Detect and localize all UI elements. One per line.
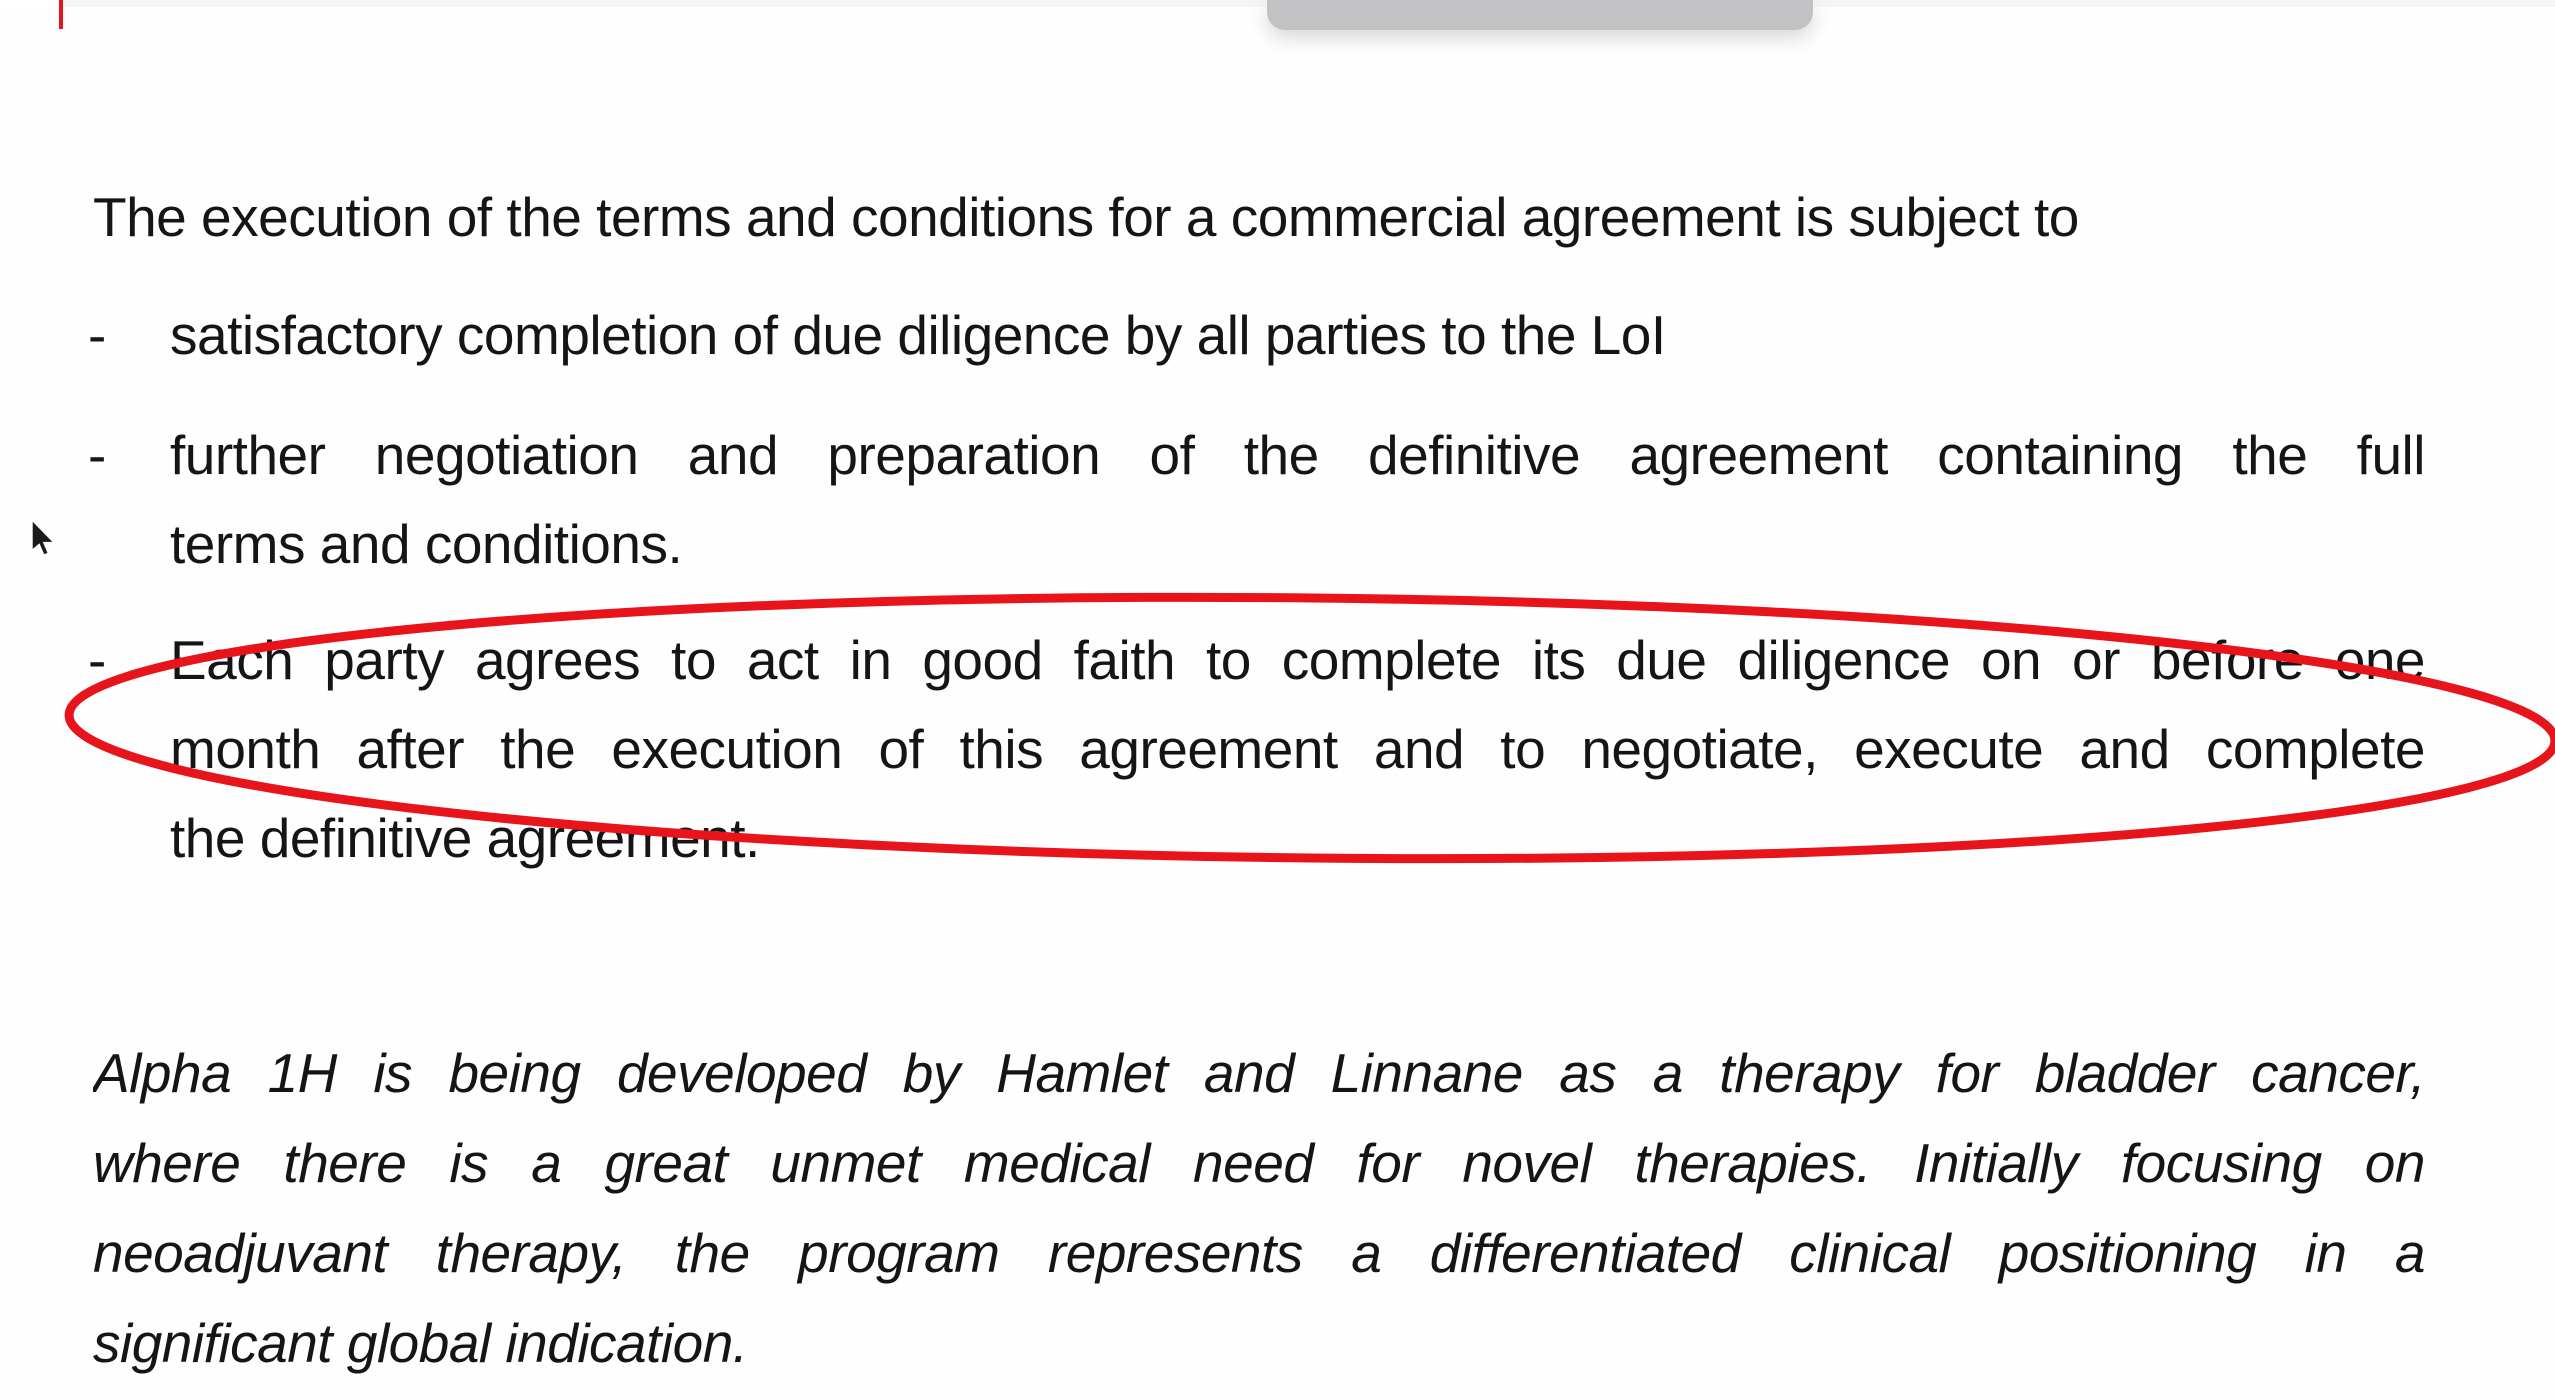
bullet-2-dash: -	[88, 424, 107, 486]
scrubber-handle[interactable]	[1267, 0, 1813, 30]
intro-line: The execution of the terms and conditions for a commercial agreement is subject to	[93, 186, 2079, 248]
italic-paragraph-line-2: where there is a great unmet medical need for novel therapies. Initially focusing on	[93, 1132, 2425, 1194]
bullet-1-dash: -	[88, 304, 107, 366]
mouse-cursor-icon	[30, 520, 56, 558]
bullet-3-line-1: Each party agrees to act in good faith to complete its due diligence on or before one	[170, 629, 2425, 691]
bullet-2-line-2: terms and conditions.	[170, 513, 683, 575]
bullet-3-line-2: month after the execution of this agreement and to negotiate, execute and complete	[170, 718, 2425, 780]
top-left-notch	[0, 0, 62, 11]
italic-paragraph-line-4: significant global indication.	[93, 1312, 748, 1374]
italic-paragraph-line-3: neoadjuvant therapy, the program represents a differentiated clinical positioning in a	[93, 1222, 2425, 1284]
bullet-2-line-1: further negotiation and preparation of the definitive agreement containing the full	[170, 424, 2425, 486]
bullet-3-dash: -	[88, 629, 107, 691]
bullet-3-line-3: the definitive agreement.	[170, 807, 760, 869]
italic-paragraph-line-1: Alpha 1H is being developed by Hamlet and Linnane as a therapy for bladder cancer,	[93, 1042, 2425, 1104]
bullet-1-line-1: satisfactory completion of due diligence by all parties to the LoI	[170, 304, 1666, 366]
red-marker-tick	[59, 0, 63, 29]
